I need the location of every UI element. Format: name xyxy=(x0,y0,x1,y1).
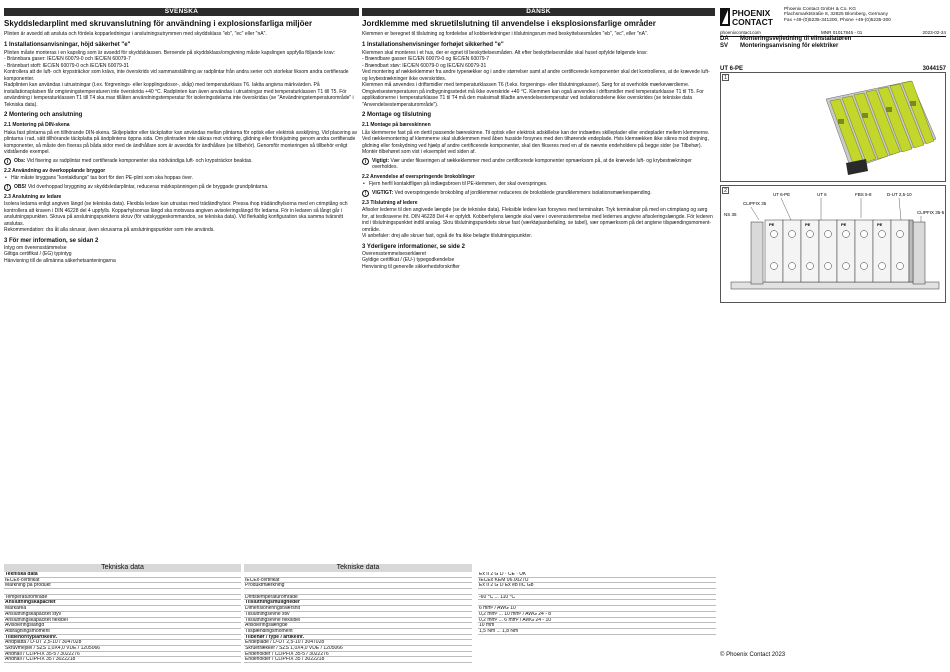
section-3-title-sv: 3 För mer information, se sidan 2 xyxy=(4,237,99,244)
technical-data-table-sv xyxy=(4,564,241,663)
company-address xyxy=(784,7,891,23)
product-number: 3044157 xyxy=(922,66,946,72)
table-row: IECEx KEM 06.0027U xyxy=(478,578,716,584)
section-1-line-da: Klemmen må anvendes i driftsmidler med temperaturklassen T6 (f.eks. forgrenings- eller tilslutningskasser). Sørg for at overholde mærkeværdierne. Omgivelsestemperaturen på indbygningsstedet må ikke overskride +40 °C. Klemmen kan også anvendes i driftsmidler med temperaturklasse T1 til T5. For applikationerne i temperaturklasse T1 til T4 må den maksimalt tilladte anvendelsestemperatur ved isolationsdelene ikke overskrides (se tekniske data "Anvendelsestemperaturområde"). xyxy=(362,82,704,108)
section-3-line-da: Gyldige certifikat / (EU-) typegodkendelse xyxy=(362,257,455,263)
language-row xyxy=(720,36,946,43)
section-3-line-sv: Hänvisning till de allmänna säkerhetsanteningarna xyxy=(4,257,116,264)
table-row: Ändplatta / D-UT 2,5-10 / 3047028 xyxy=(4,640,241,646)
language-bar-dansk: DANSK xyxy=(362,8,715,16)
svg-text:NS 35: NS 35 xyxy=(724,212,737,217)
section-1-line-sv: - Brännbart stoft: IEC/EN 60079-0 och IEC/EN 60079-31 xyxy=(4,62,130,69)
note-1-sv xyxy=(4,158,359,165)
table-header-spacer xyxy=(478,564,716,572)
note-label: Obs: xyxy=(14,157,26,164)
section-1-line-sv: Kontrollera att de luft- och krypsträckor som krävs, inte överskrids vid sammanställning av radplintar från andra serier och storlekar liksom andra certifierade komponenter. xyxy=(4,69,349,82)
document-title-sv: Skyddsledarplint med skruvanslutning för användning i explosionsfarliga miljöer xyxy=(4,19,313,28)
table-row: Skruetrækker / SZS 1,0X4,0 VDE / 1205066 xyxy=(244,646,472,652)
table-rows xyxy=(4,572,241,663)
table-row: Märkarea xyxy=(4,606,241,612)
svg-text:CLIPFIX 35: CLIPFIX 35 xyxy=(743,201,767,206)
table-row: Afisoleringslængde xyxy=(244,623,472,629)
table-row: Tilslutningsevne fleksibel xyxy=(244,618,472,624)
section-3-line-da: Henvisning til generelle sikkerhedsforskrifter xyxy=(362,263,460,270)
table-header: Tekniska data xyxy=(4,564,241,572)
terminal-block-illustration xyxy=(721,73,945,181)
section-22-title-sv: 2.2 Användning av överkopplande bryggor xyxy=(4,167,106,174)
mnr-number: MNR 01017845 - 01 xyxy=(820,30,863,35)
column-dansk xyxy=(362,8,715,270)
note-text: Vid fixering av radplintar med certifierade komponenter ska nödvändiga luft- och krypsträckor beaktas. xyxy=(26,157,253,164)
language-code: SV xyxy=(720,43,729,49)
note-label: Vigtigt: xyxy=(372,157,390,164)
svg-text:CONTACT: CONTACT xyxy=(732,17,773,27)
section-23-text-sv: Isolera ledarna enligt angiven längd (se tekniska data). Flexibla ledare kan utrustas med trädändhylsor. Pressa ihop trädändhylsorna med en crimptång och kontrollera att kraven i DIN 46228 del 4 uppfylls. Kopparhylsornas längd ska motsvara angiven avisoleringslängd för ledarna. För in ledaren så långt går i anslutningspunkten. Skruva på anslutningspunktens skruv (för vatskyggeskommandos, se tekniska data). Vid flerkablig konfiguration ska samma tvärsnitt anslutas. xyxy=(4,201,348,227)
section-23-text2-da: Vi anbefaler: drej alle skruer fast, også de fra ikke belagte tilslutningspunkter. xyxy=(362,233,533,239)
section-1-line-sv: - Brännbara gaser: IEC/EN 60079-0 och IEC/EN 60079-7 xyxy=(4,56,131,62)
svg-text:UT 6: UT 6 xyxy=(817,192,827,197)
table-row: Driftstemperaturområde xyxy=(244,595,472,601)
section-23-text-da: Afisoler lederne til den angivede længde (se de tekniske data). Fleksible ledere kan forsynes med terminalrør. Tryk terminalrør på med en crimptang og sørg for, at testkravene iht. DIN 46228 Del 4 er opfyldt. Kobberhylens længde skal være i overensstemmelse med ledernes angivne afisoleringslængde. För lederen ind i tilslutningspunktet indtil anslag. Skru tilslutningspunktets skrue fast (værktøjsanbefaling, se tabel), vær opmærksom på det angivne tilspændingsmoment-område. xyxy=(362,207,713,233)
table-row: Tilbehør / type / artikelnr. xyxy=(244,635,472,641)
section-3-line-da: Overensstemmelseserklæret xyxy=(362,250,426,257)
warning-icon: ! xyxy=(362,190,369,197)
table-row: Tilslutningsevne stiv xyxy=(244,612,472,618)
figure-number: 2 xyxy=(722,187,729,194)
svg-text:PE: PE xyxy=(877,222,883,227)
note-2-sv xyxy=(4,184,359,191)
table-row: Anslutningskapacitet flexibel xyxy=(4,618,241,624)
section-2-title-da: 2 Montage og tilslutning xyxy=(362,112,431,118)
table-row: Avisoleringslängd xyxy=(4,623,241,629)
table-row: Endeplade / D-UT 2,5-10 / 3047028 xyxy=(244,640,472,646)
svg-text:PE: PE xyxy=(805,222,811,227)
language-title: Monteringsvejledning til elinstallatøren xyxy=(740,36,852,42)
warning-icon: ! xyxy=(4,184,11,191)
table-row: Produktmærkning xyxy=(244,583,472,589)
svg-text:CLIPFIX 35-5: CLIPFIX 35-5 xyxy=(917,210,945,215)
copyright-notice: © Phoenix Contact 2023 xyxy=(720,652,786,658)
table-row: Tekniska data xyxy=(4,572,241,578)
section-1-line-sv: Plinten måste monteras i en kapsling som är avsedd för skyddsklassen. Beroende på skyddsklass/omgivning måste kapslingen uppfylla följande krav: xyxy=(4,49,336,56)
table-row: Märkning på produkt xyxy=(4,583,241,589)
section-1-line-da: - Brændbare gasser IEC/EN 60079-0 og IEC/EN 60079-7 xyxy=(362,56,490,62)
section-3-title-da: 3 Yderligere informationer, se side 2 xyxy=(362,243,465,250)
figure-2-assembly-diagram xyxy=(720,185,946,303)
section-1-line-sv: Radplinten kan användas i utrustningar (t.ex. förgrenings- eller kopplingsdosor-, skåp) med temperaturklass T6. Iaktta angivna märkvärden. På installationsplatsen får omgivningstemperaturen inte överskrida +40 °C. Radplinten kan även användas i utrustningar med temperaturklassen T1 till T5. För användning i temperaturklassen T1 till T4 ska max tillåten användningstemperatur för isoleringsdelarna inte överskridas (se "Användningstemperaturområde" i Tekniska data). xyxy=(4,82,354,108)
intro-text-da: Klemmen er beregnet til tilslutning og fordelelse af kobberledninger i tilslutningsrum med beskyttelsesmåden "eb", "ec", eller "nA". xyxy=(362,31,649,37)
list-item: • Här måste bryggans "kontaktlungs" tas bort för den PE-plint som ska hoppas över. xyxy=(4,175,359,182)
list-item: • Fjern herfil kontaktfligen på indlægsbroen til PE-klemmen, der skal overspringes. xyxy=(362,181,715,188)
assembly-diagram xyxy=(721,186,945,302)
language-row xyxy=(720,43,946,50)
figure-number: 1 xyxy=(722,74,729,81)
section-1-title-da: 1 Installationshenvisninger forhøjet sikkerhed "e" xyxy=(362,41,504,48)
svg-text:PHOENIX: PHOENIX xyxy=(732,8,771,18)
intro-text-sv: Plinten är avsedd att ansluta och fördela kopparledningar i anslutningsutrymmen med skyddsklass "eb", "ec" eller "nA". xyxy=(4,31,267,37)
section-1-line-da: Ved montering af rækkeklemmer fra andre typerækker og i andre størrelser samt af andre certificerede komponenter skal det kontrolleres, at de krævede luft- og krybestrækninger ikke overskrides. xyxy=(362,69,710,82)
section-23-title-da: 2.3 Tilslutning af ledere xyxy=(362,199,418,206)
table-row: Endeholder / CLIPFIX 35-5 / 3022276 xyxy=(244,652,472,658)
document-date: 2023-02-24 xyxy=(922,30,946,35)
table-row: Ändhåll / CLIPFIX 35-5 / 3022276 xyxy=(4,652,241,658)
section-23-title-sv: 2.3 Anslutning av ledare xyxy=(4,193,62,200)
note-label: VIGTIGT: xyxy=(372,189,394,196)
section-21-text-da: Lås klemmerne fast på en dertil passende bæreskinne. Til optisk eller elektrisk adskillelse kan der indsættes skilleplader eller endeplader mellem klemmerne. Ved rækkemontering af klemmerne skal slutklemmen med åben husside forsynes med den tilhørende endeplade. Hvis klemrækken ikke sikres mod drejning, glidning eller forskydning ved hjælp af andre certificerede komponenter, skal den fikseres med en af de nævnte endeholdere på begge sider (se Tilbehør). Montér tilbehøret som vist i eksemplet ved siden af. xyxy=(362,129,710,155)
technical-data-table-da xyxy=(244,564,472,663)
table-row: IECEx-certifikat xyxy=(244,578,472,584)
table-row: Ex II 2 G D Ex eb IIC Gb xyxy=(478,583,716,589)
svg-text:PE: PE xyxy=(841,222,847,227)
company-street: Flachsmarktstraße 8, 32825 Blomberg, Germany xyxy=(784,12,888,18)
note-text: Ved overspringende brokobling af jordklemmer reduceres de brokoblede grundklemmers isolationsmærkespænding. xyxy=(394,189,652,196)
table-row: Åtdragningsmoment xyxy=(4,629,241,635)
language-code: DA xyxy=(720,36,729,42)
section-21-text-sv: Haka fast plintarna på en tillhörande DIN-skena. Skiljeplattor eller täckplattor kan användas mellan plintarna för optisk eller elektrisk avskiljning. Vid placering av plintarna i rad, sätt tillhörande täckplatta på ändplintens öppna sida. Om plintraden inte säkras mot vridning, glidning eller förskjutning genom andra certifierade komponenter, så måste den fixeras på båda sidor med de ändhållare som är avsedda för ändhållare (se tillbehör). Genomför monteringen så tillbehör enligt vidstående exempel. xyxy=(4,129,358,155)
section-1-title-sv: 1 Installationsanvisningar, höjd säkerhet "e" xyxy=(4,41,131,48)
table-row: 6 mm² / AWG 10 xyxy=(478,606,716,612)
table-row: Ex II 2 G D · CE · UK xyxy=(478,572,716,578)
section-1-line-da: Klemmen skal monteres i et hus, der er egnet til beskyttelsesmåden. Alt efter beskyttelsesmåde skal huset opfylde følgende krav: xyxy=(362,49,648,56)
product-name: UT 6-PE xyxy=(720,66,744,72)
phoenix-contact-logo xyxy=(720,6,780,28)
table-row: Tilspændingsmoment xyxy=(244,629,472,635)
section-3-line-sv: Giltiga certifikat / (EG) typintyg xyxy=(4,251,72,257)
table-row: 1,5 Nm ... 1,8 Nm xyxy=(478,629,716,635)
table-row: Temperaturområde xyxy=(4,595,241,601)
table-row: Anslutningskapacitet xyxy=(4,600,241,606)
section-2-title-sv: 2 Montering och anslutning xyxy=(4,112,83,118)
table-header: Tekniske data xyxy=(244,564,472,572)
note-label: OBS! xyxy=(14,183,27,190)
table-row: 0,2 mm² ... 10 mm² / AWG 24 - 8 xyxy=(478,612,716,618)
section-1-line-da: - Brændbart støv: IEC/EN 60079-0 og IEC/EN 60079-31 xyxy=(362,62,487,69)
table-rows xyxy=(244,572,472,663)
column-svenska xyxy=(4,8,359,264)
technical-data-values xyxy=(478,564,716,635)
language-list xyxy=(720,36,946,50)
table-row: IECEx-certifikat xyxy=(4,578,241,584)
figure-1-product-image xyxy=(720,72,946,182)
svg-text:D-UT 2,5-10: D-UT 2,5-10 xyxy=(887,192,912,197)
info-icon: i xyxy=(362,158,369,165)
section-23-text2-sv: Rekommendation: dra åt alla skruvar, även skruvarna på anslutningspunkter som inte används. xyxy=(4,227,215,233)
language-bar-svenska: SVENSKA xyxy=(4,8,359,16)
document-title-da: Jordklemme med skruetilslutning til anvendelse i eksplosionsfarlige områder xyxy=(362,19,656,28)
section-22-title-da: 2.2 Anvendelse af overspringende brokoblinger xyxy=(362,173,475,180)
section-21-title-da: 2.1 Montage på bæreskinnen xyxy=(362,122,431,128)
svg-text:UT 6-PE: UT 6-PE xyxy=(773,192,791,197)
table-rows xyxy=(478,572,716,635)
company-name: Phoenix Contact GmbH & Co. KG xyxy=(784,7,856,12)
section-21-title-sv: 2.1 Montering på DIN-skena xyxy=(4,122,70,128)
website-link[interactable]: phoenixcontact.com xyxy=(720,30,761,35)
table-row: -60 °C ... 110 °C xyxy=(478,595,716,601)
note-text: Vær under fikseringen af rækkeklemmer med andre certificerede komponenter opmærksom på, at de krævede luft- og krybestrækninger overholdes. xyxy=(372,157,692,170)
language-title: Monteringsanvisning för elektriker xyxy=(740,43,839,49)
note-1-da xyxy=(362,158,715,171)
svg-text:FBS 5-8: FBS 5-8 xyxy=(855,192,872,197)
table-row: Tillbehör/typ/artikelnr. xyxy=(4,635,241,641)
note-text: Vid överhoppad bryggning av skyddsledarplintar, reduceras märkspänningen på de bryggade grundplintarna. xyxy=(27,183,269,190)
table-row: Endeholder / CLIPFIX 35 / 3022218 xyxy=(244,657,472,663)
company-phone: Fax +49-(0)5235-341200, Phone +49-(0)5235-300 xyxy=(784,17,891,23)
table-row: Tilslutningsmuligheder xyxy=(244,600,472,606)
table-row: Ändhåll / CLIPFIX 35 / 3022218 xyxy=(4,657,241,663)
svg-text:PE: PE xyxy=(769,222,775,227)
info-icon: i xyxy=(4,158,11,165)
section-3-line-sv: Intyg om överensstämmelse xyxy=(4,244,67,251)
table-row: 10 mm xyxy=(478,623,716,629)
table-row: Skruvmejsel / SZS 1,0X4,0 VDE / 1205066 xyxy=(4,646,241,652)
note-2-da xyxy=(362,190,715,197)
table-row: 0,2 mm² ... 6 mm² / AWG 24 - 10 xyxy=(478,618,716,624)
table-row: Dimensioneringstværsnit xyxy=(244,606,472,612)
table-row: Anslutningskapacitet styv xyxy=(4,612,241,618)
